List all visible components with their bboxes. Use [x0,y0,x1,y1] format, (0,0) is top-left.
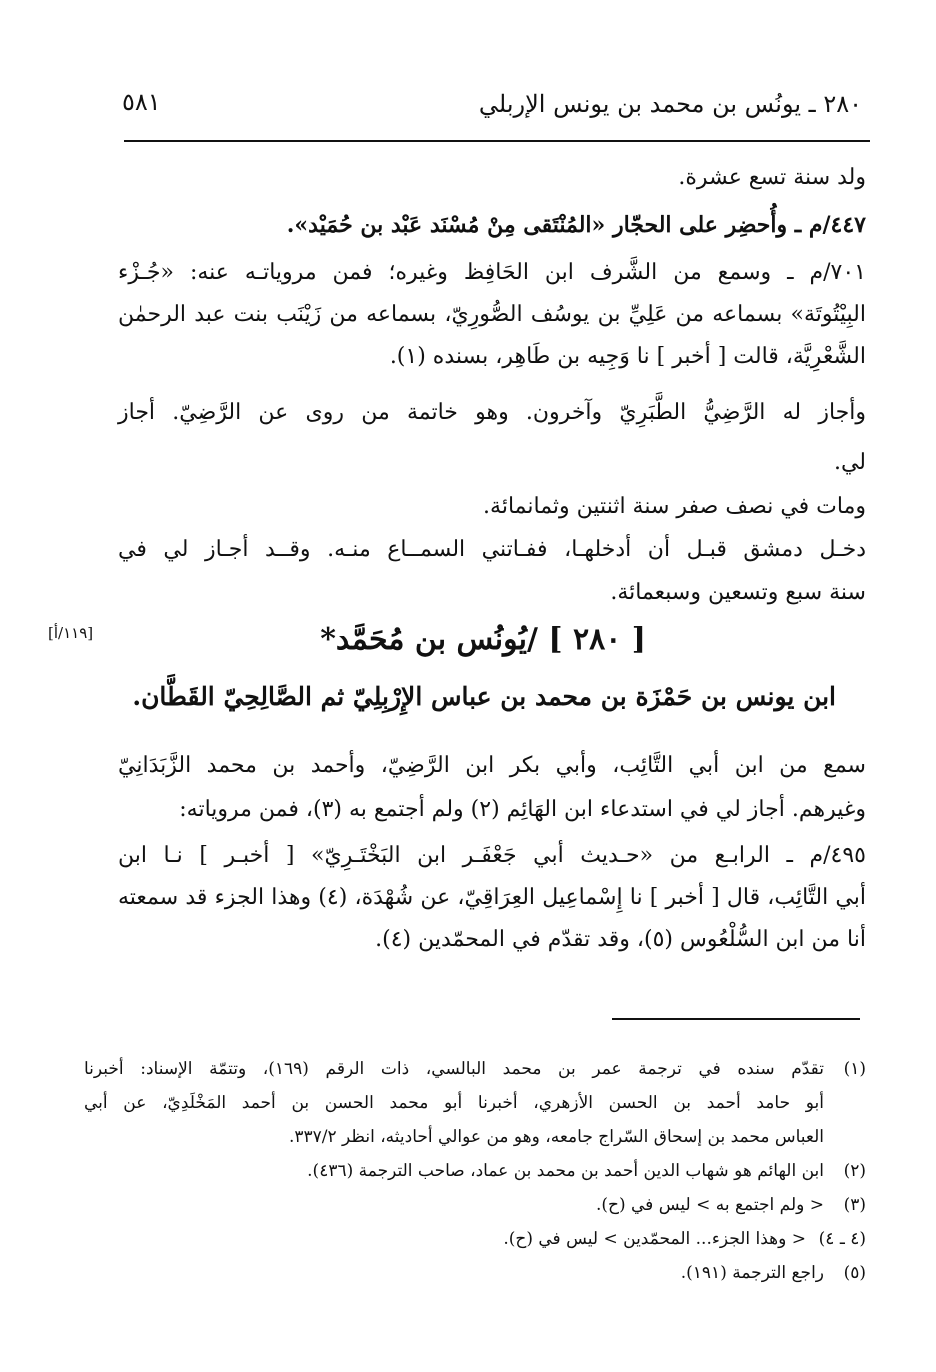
manuscript-folio-reference: [١١٩/أ] [48,624,94,642]
running-header-title: ٢٨٠ ـ يونُس بن محمد بن يونس الإربلي [478,90,862,118]
footnote-3-text: < ولم اجتمع به > ليس في (ح). [595,1195,824,1215]
body-line-5: الشَّعْرِيَّة، قالت [ أخبر ] نا وَجِيه بن طَاهِر، بسنده (١). [389,344,866,369]
footnote-3-number: (٣) [843,1195,866,1215]
body-line-4: البِيْتُوتَة» بسماعه من عَلِيِّ بن يوسُف الصُّورِيّ، بسماعه من زَيْنَب بنت عبد الرحمٰن [118,302,866,327]
footnote-1-number: (١) [843,1059,866,1079]
footnote-2-number: (٢) [843,1161,866,1181]
body-line-12: وغيرهم. أجاز لي في استدعاء ابن الهَائِم (٢) ولم أجتمع به (٣)، فمن مروياته: [179,797,866,822]
body-line-3: ٧٠١/م ـ وسمع من الشَّرف ابن الحَافِظ وغيره؛ فمن مروياتـه عنه: «جُـزْء [118,260,866,285]
header-divider [124,140,870,142]
body-line-1: ولد سنة تسع عشرة. [678,165,866,190]
footnote-4-number: (٤ ـ ٤) [818,1229,866,1249]
body-line-14: أبي التَّائِب، قال [ أخبر ] نا إِسْماعِيل العِرَاقِيّ، عن شُهْدَة، (٤) وهذا الجزء قد سمعته [118,885,866,910]
footnote-divider [612,1018,860,1020]
body-line-8: ومات في نصف صفر سنة اثنتين وثمانمائة. [483,494,866,519]
body-line-7: لي. [833,450,866,475]
body-line-11: سمع من ابن أبي التَّائِب، وأبي بكر ابن الرَّضِيّ، وأحمد بن محمد الزَّبَدَانِيّ [118,753,866,778]
body-line-10: سنة سبع وتسعين وسبعمائة. [610,580,866,605]
entry-lineage: ابن يونس بن حَمْزَة بن محمد بن عباس الإِرْبِلِيّ ثم الصَّالِحِيّ القَطَّان. [132,682,836,711]
footnote-2-text: ابن الهائم هو شهاب الدين أحمد بن محمد بن عماد، صاحب الترجمة (٤٣٦). [307,1161,824,1181]
body-line-9: دخـل دمشق قبـل أن أدخلهـا، ففـاتني السمــاع منـه. وقــد أجـاز لي في [118,537,866,562]
footnote-1-line-2: أبو حامد أحمد بن الحسن الأزهري، أخبرنا أبو محمد الحسن بن أحمد المَخْلَدِيّ، عن أبي [84,1093,824,1113]
body-line-2: ٤٤٧/م ـ وأُحضِر على الحجّار «المُنْتَقى مِنْ مُسْنَد عَبْد بن حُمَيْد». [286,212,866,238]
entry-heading: [ ٢٨٠ ] /يُونُس بن مُحَمَّد* [320,622,646,657]
body-line-6: وأجاز له الرَّضِيُّ الطَّبَرِيّ وآخرون. وهو خاتمة من روى عن الرَّضِيّ. أجاز [118,400,866,425]
footnote-5-text: راجع الترجمة (١٩١). [680,1263,824,1283]
footnote-4-text: < وهذا الجزء... المحمّدين > ليس في (ح). [503,1229,806,1249]
body-line-13: ٤٩٥/م ـ الرابـع من «حـديث أبي جَعْفَـر ابن البَخْتَـرِيّ» [ أخبـر ] نـا ابن [118,843,866,868]
footnote-5-number: (٥) [843,1263,866,1283]
page-number: ٥٨١ [122,88,161,116]
footnote-1-line-1: تقدّم سنده في ترجمة عمر بن محمد البالسي، ذات الرقم (١٦٩)، وتتمّة الإسناد: أخبرنا [84,1059,824,1079]
footnote-1-line-3: العباس محمد بن إسحاق السّراج جامعه، وهو من عوالي أحاديثه، انظر ٣٣٧/٢. [288,1127,824,1147]
body-line-15: أنا من ابن السُّلْعُوس (٥)، وقد تقدّم في المحمّدين (٤). [375,927,866,952]
